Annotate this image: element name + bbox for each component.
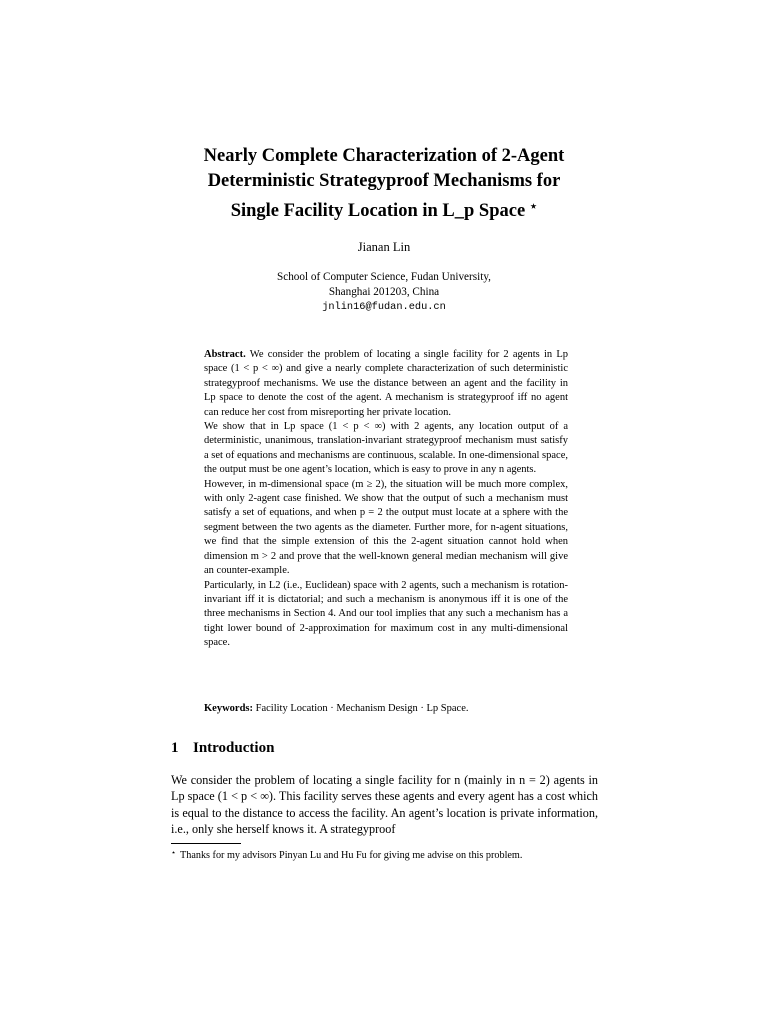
abstract: [204, 348, 568, 651]
keywords-text: Facility Location · Mechanism Design · Lp Space.: [255, 703, 469, 714]
affiliation-line-2: Shanghai 201203, China: [328, 286, 440, 298]
abstract-text-1: We consider the problem of locating a single facility for 2 agents in Lp space (1 < p < ∞) and give a nearly complete characterization of such deterministic strategyproof mechanisms. We use the distance between an agent and the facility in Lp space to denote the cost of the agent. A mechanism is strategyproof iff no agent can reduce her cost from misreporting her private location.: [204, 349, 568, 418]
title-line-2: Deterministic Strategyproof Mechanisms for: [207, 171, 561, 191]
title-line-1: Nearly Complete Characterization of 2-Agent: [203, 146, 565, 166]
footnote-marker: ⋆: [171, 848, 177, 857]
intro-paragraph: We consider the problem of locating a single facility for n (mainly in n = 2) agents in Lp space (1 < p < ∞). This facility serves these agents and every agent has a cost which is equal to the distance to access the facility. An agent’s location is private information, i.e., only she herself knows it. A strategyproof: [171, 773, 598, 836]
keywords: [204, 703, 568, 714]
footnote-text: Thanks for my advisors Pinyan Lu and Hu Fu for giving me advise on this problem.: [180, 850, 523, 861]
paper-title: [150, 144, 618, 224]
abstract-paragraph-4: Particularly, in L2 (i.e., Euclidean) space with 2 agents, such a mechanism is rotation-invariant iff it is dictatorial; and such a mechanism is anonymous iff it is one of the three mechanisms in Section 4. And our tool implies that any such a mechanism has a tight lower bound of 2-approximation for maximum cost in any multi-dimensional space.: [204, 579, 568, 649]
section-number: 1: [171, 740, 179, 756]
abstract-label: Abstract.: [204, 349, 246, 360]
affiliation-line-1: School of Computer Science, Fudan University,: [277, 271, 491, 283]
section-heading: [171, 740, 274, 757]
footnote-rule: [171, 843, 241, 844]
title-line-3-text: Single Facility Location in L_p Space: [230, 201, 526, 221]
keywords-label: Keywords:: [204, 703, 253, 714]
author-email[interactable]: jnlin16@fudan.edu.cn: [322, 301, 446, 313]
title-line-3: [150, 194, 618, 224]
abstract-paragraph-2: We show that in Lp space (1 < p < ∞) with 2 agents, any location output of a deterministic, unanimous, translation-invariant strategyproof mechanism must satisfy a set of equations and mechanisms are continuous, scalable. In one-dimensional space, the output must be one agent’s location, which is easy to prove in any n agents.: [204, 421, 568, 476]
section-title: Introduction: [193, 740, 275, 756]
introduction-body: [171, 772, 598, 837]
affiliation: [0, 270, 768, 315]
abstract-paragraph-1: [204, 348, 568, 420]
author-name: Jianan Lin: [357, 240, 411, 254]
abstract-paragraph-3: However, in m-dimensional space (m ≥ 2), the situation will be much more complex, with only 2-agent case finished. We show that the output of such a mechanism must satisfy a set of equations, and when p = 2 the output must locate at a sphere with the segment between the two agents as the diameter. Further more, for n-agent situations, we find that the simple extension of this the 2-agent situation cannot hold when dimension m > 2 and prove that the well-known general median mechanism will give an counter-example.: [204, 478, 568, 577]
footnote: [171, 848, 611, 861]
title-footnote-marker[interactable]: ⋆: [529, 199, 538, 213]
